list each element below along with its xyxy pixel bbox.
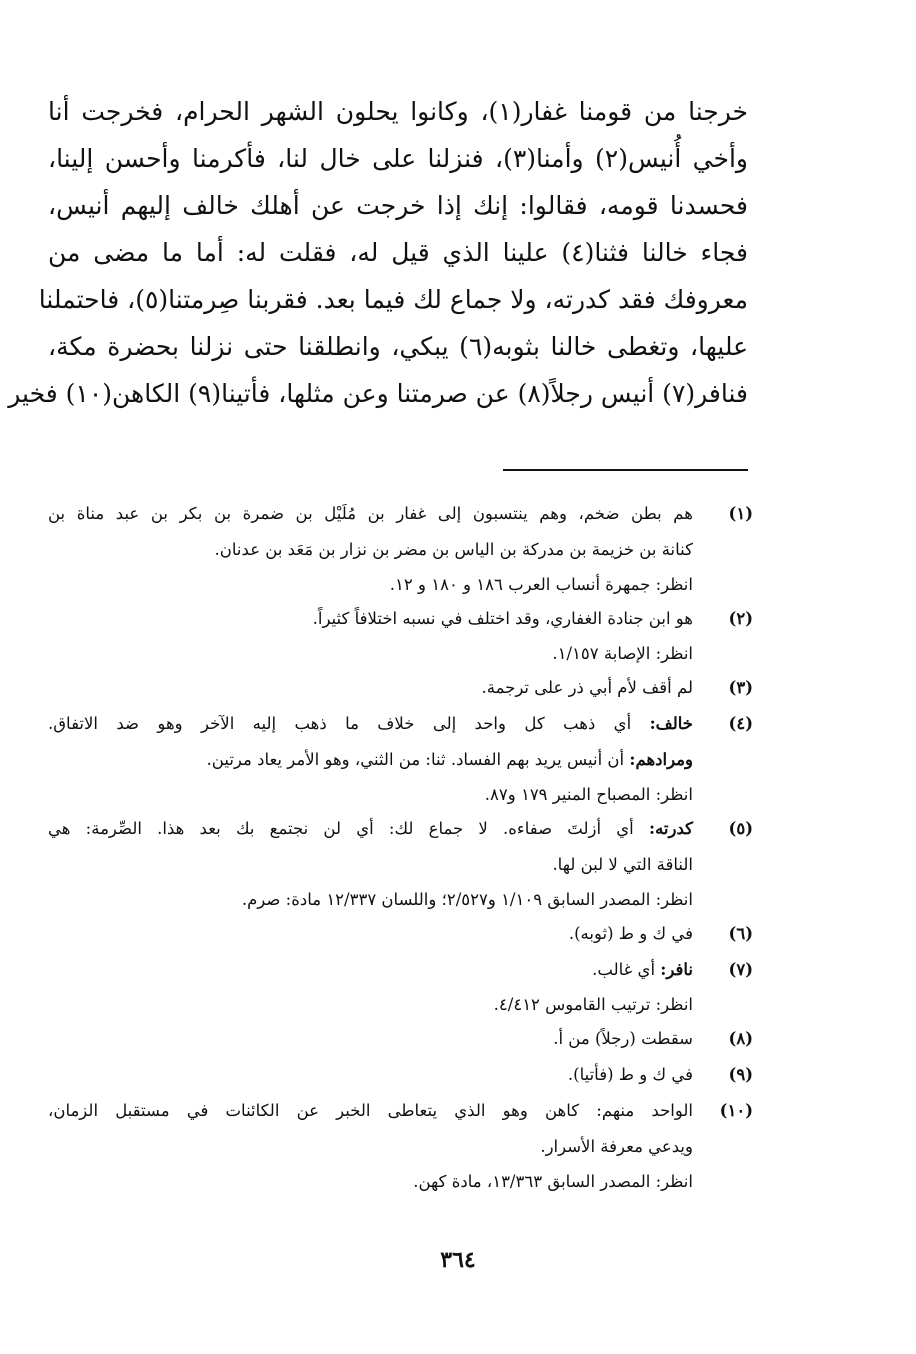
footnote-line: ويدعي معرفة الأسرار.: [540, 1137, 693, 1156]
footnote-source: انظر: المصباح المنير ١٧٩ و٨٧.: [484, 785, 693, 804]
footnote-10: [48, 1093, 753, 1198]
main-text-line: عليها، وتغطى خالنا بثوبه(٦) يبكي، وانطلقنا حتى نزلنا بحضرة مكة،: [48, 332, 749, 361]
main-text-line: فنافر(٧) أنيس رجلاً(٨) عن صرمتنا وعن مثلها، فأتينا(٩) الكاهن(١٠) فخير: [8, 379, 748, 408]
footnote-7: [48, 952, 753, 1021]
footnote-number: (٧): [728, 960, 753, 979]
footnote-8: [48, 1021, 753, 1057]
footnote-line: الواحد منهم: كاهن وهو الذي يتعاطى الخبر عن الكائنات في مستقبل الزمان،: [48, 1101, 693, 1120]
footnote-term: كدرته:: [649, 819, 694, 838]
footnote-number: (٩): [728, 1065, 753, 1084]
footnotes: [48, 496, 753, 1198]
footnote-text: أي ذهب كل واحد إلى خلاف ما ذهب إليه الآخر وهو ضد الاتفاق.: [48, 714, 632, 733]
footnote-line: في ك و ط (ثوبه).: [568, 924, 693, 943]
footnote-line: في ك و ط (فأتيا).: [567, 1065, 693, 1084]
footnote-number: (٥): [728, 819, 753, 838]
footnote-number: (١): [728, 504, 753, 523]
footnote-source: انظر: ترتيب القاموس ٤/٤١٢.: [493, 995, 693, 1014]
main-text-line: خرجنا من قومنا غفار(١)، وكانوا يحلون الشهر الحرام، فخرجت أنا: [48, 97, 748, 126]
footnote-2: [48, 601, 753, 670]
footnote-source: انظر: المصدر السابق ١٣/٣٦٣، مادة كهن.: [413, 1172, 693, 1191]
footnote-line: هو ابن جنادة الغفاري، وقد اختلف في نسبه اختلافاً كثيراً.: [312, 609, 693, 628]
footnote-6: [48, 916, 753, 952]
footnote-number: (١٠): [719, 1101, 753, 1120]
footnote-9: [48, 1057, 753, 1093]
footnote-1: [48, 496, 753, 601]
footnote-number: (٦): [728, 924, 753, 943]
main-text: [8, 88, 749, 417]
footnote-line: هم بطن ضخم، وهم ينتسبون إلى غفار بن مُلَيْل بن ضمرة بن بكر بن عبد مناة بن: [48, 504, 693, 523]
footnote-text: أن أنيس يريد بهم الفساد. ثنا: من الثني، وهو الأمر يعاد مرتين.: [206, 750, 625, 769]
footnote-text: أي غالب.: [592, 960, 656, 979]
footnote-number: (٤): [728, 714, 753, 733]
main-text-line: فحسدنا قومه، فقالوا: إنك إذا خرجت عن أهلك خالف إليهم أنيس،: [48, 191, 748, 220]
footnote-line: لم أقف لأم أبي ذر على ترجمة.: [481, 678, 693, 697]
footnote-separator: [503, 469, 748, 471]
footnote-source: انظر: المصدر السابق ١/١٠٩ و٢/٥٢٧؛ واللسان ١٢/٣٣٧ مادة: صرم.: [241, 890, 693, 909]
footnote-line: الناقة التي لا لبن لها.: [552, 855, 693, 874]
footnote-line: [48, 742, 693, 778]
footnote-line: [48, 811, 693, 847]
page-number: ٣٦٤: [440, 1247, 476, 1273]
footnote-term: ومرادهم:: [629, 750, 693, 769]
footnote-number: (٨): [728, 1029, 753, 1048]
main-text-line: فجاء خالنا فثنا(٤) علينا الذي قيل له، فقلت له: أما ما مضى من: [48, 238, 748, 267]
footnote-5: [48, 811, 753, 916]
footnote-number: (٣): [728, 678, 753, 697]
footnote-number: (٢): [728, 609, 753, 628]
footnote-term: نافر:: [660, 960, 693, 979]
footnote-source: انظر: الإصابة ١/١٥٧.: [552, 644, 693, 663]
footnote-line: سقطت (رجلاً) من أ.: [553, 1029, 693, 1048]
footnote-term: خالف:: [649, 714, 693, 733]
main-text-line: معروفك فقد كدرته، ولا جماع لك فيما بعد. فقربنا صِرمتنا(٥)، فاحتملنا: [38, 285, 748, 314]
footnote-3: [48, 670, 753, 706]
footnote-4: [48, 706, 753, 811]
footnote-source: انظر: جمهرة أنساب العرب ١٨٦ و ١٨٠ و ١٢.: [389, 575, 693, 594]
footnote-line: كنانة بن خزيمة بن مدركة بن الياس بن مضر بن نزار بن مَعَد بن عدنان.: [214, 540, 693, 559]
main-text-line: وأخي أُنيس(٢) وأمنا(٣)، فنزلنا على خال لنا، فأكرمنا وأحسن إلينا،: [48, 144, 748, 173]
footnote-text: أي أزلتَ صفاءه. لا جماع لك: أي لن نجتمع بك بعد هذا. الصِّرمة: هي: [48, 819, 634, 838]
footnote-line: [48, 952, 693, 988]
footnote-line: [48, 706, 693, 742]
